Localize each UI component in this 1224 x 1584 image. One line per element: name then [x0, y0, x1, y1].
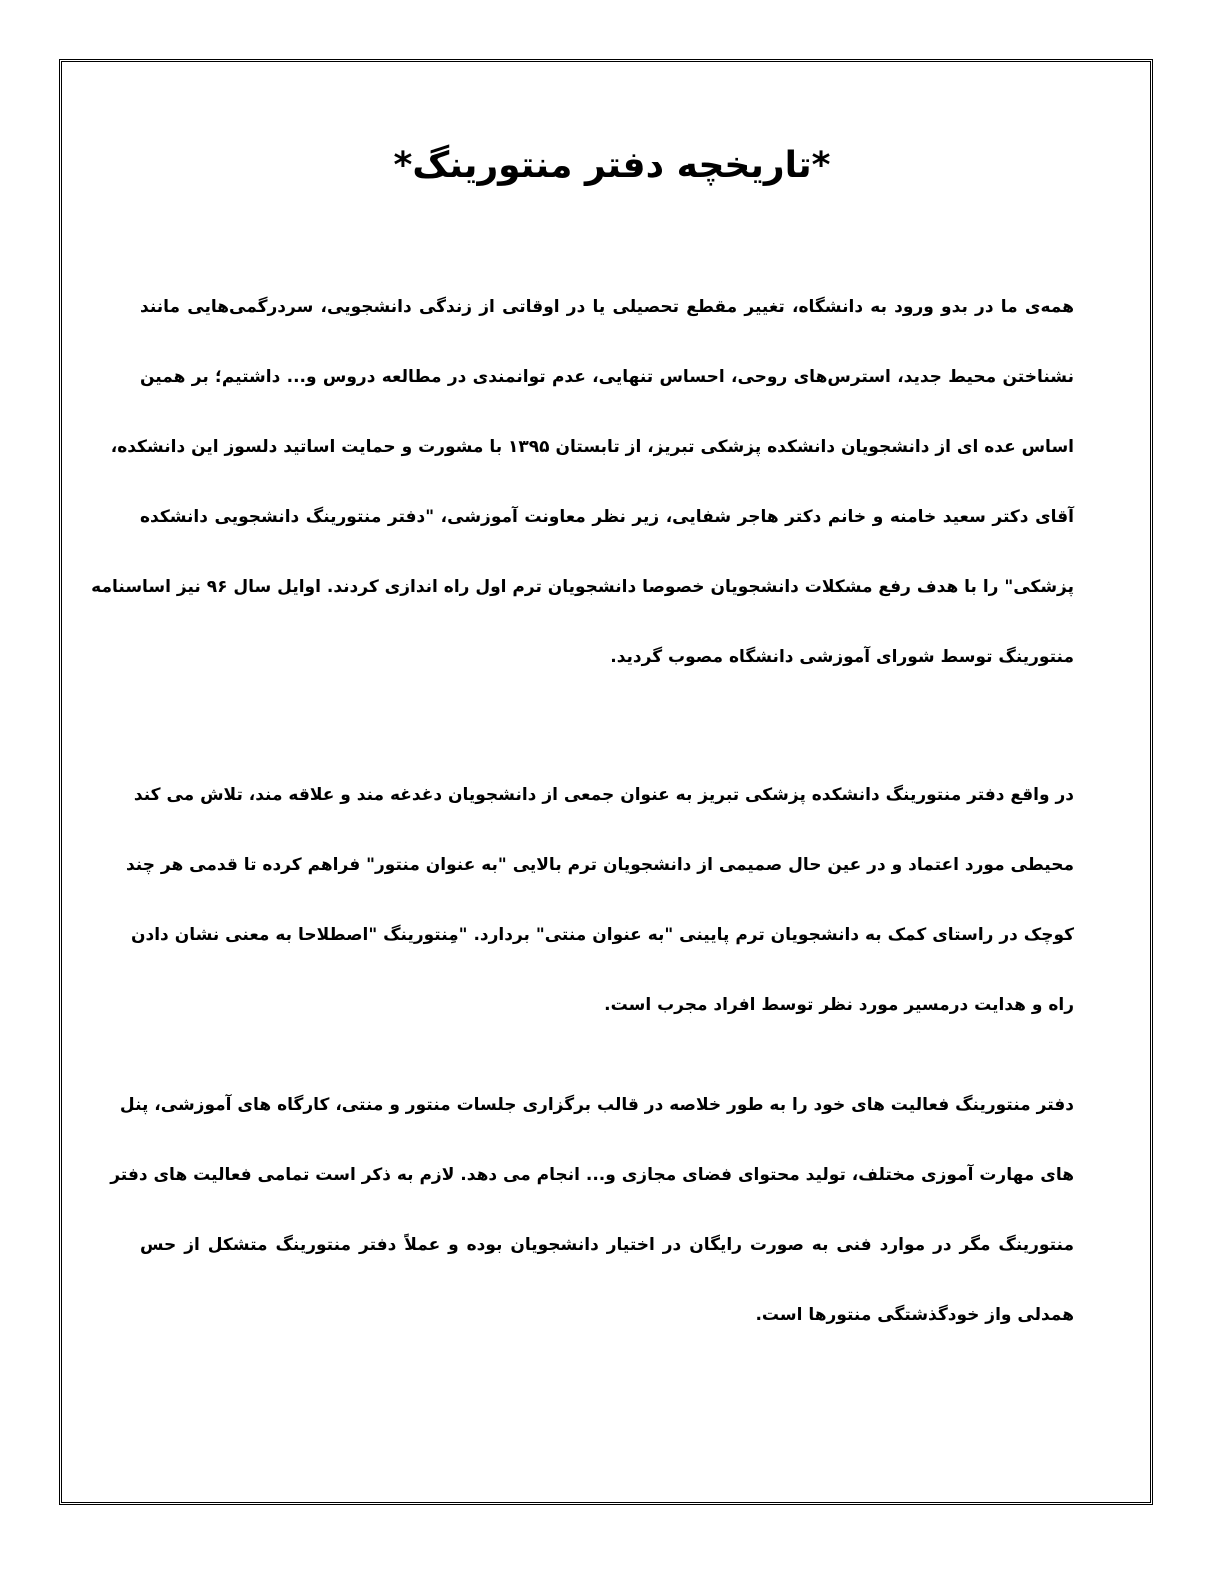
text-line: همه‌ی ما در بدو ورود به دانشگاه، تغییر مقطع تحصیلی یا در اوقاتی از زندگی دانشجویی، سردرگمی‌هایی مانند	[140, 297, 1074, 317]
paragraph-history-intro	[91, 272, 1074, 692]
text-line: آقای دکتر سعید خامنه و خانم دکتر هاجر شفایی، زیر نظر معاونت آموزشی، "دفتر منتورینگ دانشجویی دانشکده	[140, 507, 1074, 527]
text-line: راه و هدایت درمسیر مورد نظر توسط افراد مجرب است.	[604, 995, 1074, 1015]
text-line: منتورینگ مگر در موارد فنی به صورت رایگان در اختیار دانشجویان بوده و عملاً دفتر منتورینگ متشکل از حس	[140, 1235, 1074, 1255]
paragraph-mentoring-definition	[125, 760, 1074, 1040]
text-line: نشناختن محیط جدید، استرس‌های روحی، احساس تنهایی، عدم توانمندی در مطالعه دروس و... داشتیم؛ بر همین	[140, 367, 1074, 387]
text-line: محیطی مورد اعتماد و در عین حال صمیمی از دانشجویان ترم بالایی "به عنوان منتور" فراهم کرده تا قدمی هر چند	[125, 855, 1074, 875]
text-line: پزشکی" را با هدف رفع مشکلات دانشجویان خصوصا دانشجویان ترم اول راه اندازی کردند. اوایل سال ۹۶ نیز اساسنامه	[91, 577, 1074, 597]
document-title: *تاریخچه دفتر منتورینگ*	[393, 145, 831, 186]
text-line: در واقع دفتر منتورینگ دانشکده پزشکی تبریز به عنوان جمعی از دانشجویان دغدغه مند و علاقه مند، تلاش می کند	[133, 785, 1074, 805]
text-line: اساس عده ای از دانشجویان دانشکده پزشکی تبریز، از تابستان ۱۳۹۵ با مشورت و حمایت اساتید دلسوز این دانشکده،	[110, 437, 1074, 457]
paragraph-activities	[110, 1070, 1074, 1350]
text-line: همدلی واز خودگذشتگی منتورها است.	[755, 1305, 1074, 1325]
text-line: دفتر منتورینگ فعالیت های خود را به طور خلاصه در قالب برگزاری جلسات منتور و منتی، کارگاه های آموزشی، پنل	[119, 1095, 1074, 1115]
text-line: های مهارت آموزی مختلف، تولید محتوای فضای مجازی و... انجام می دهد. لازم به ذکر است تمامی فعالیت های دفتر	[110, 1165, 1074, 1185]
text-line: کوچک در راستای کمک به دانشجویان ترم پایینی "به عنوان منتی" بردارد. "مِنتورینگ "اصطلاحا به معنی نشان دادن	[130, 925, 1074, 945]
text-line: منتورینگ توسط شورای آموزشی دانشگاه مصوب گردید.	[610, 647, 1074, 667]
